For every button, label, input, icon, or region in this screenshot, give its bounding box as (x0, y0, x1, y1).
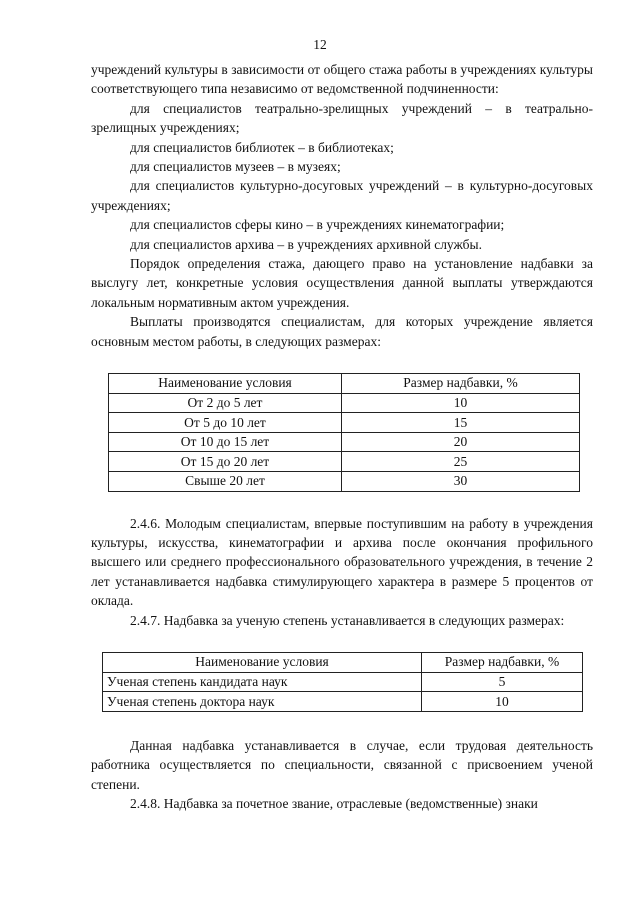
paragraph: учреждений культуры в зависимости от общего стажа работы в учреждениях культуры соответствующего типа независимо от ведомственной подчиненности: (91, 62, 593, 97)
table-row (109, 452, 580, 472)
paragraph: для специалистов сферы кино – в учреждениях кинематографии; (130, 217, 505, 233)
paragraph: Порядок определения стажа, дающего право на установление надбавки за выслугу лет, конкретные условия осуществления данной выплаты утверждаются локальным нормативным актом учреждения. (91, 256, 593, 310)
table-row (109, 393, 580, 413)
bonus-cell: 15 (342, 413, 580, 433)
table-row (109, 432, 580, 452)
condition-cell: От 15 до 20 лет (109, 452, 342, 472)
paragraph: 2.4.8. Надбавка за почетное звание, отраслевые (ведомственные) знаки (130, 796, 538, 812)
paragraph: Выплаты производятся специалистам, для которых учреждение является основным местом работы, в следующих размерах: (91, 314, 593, 349)
condition-cell: От 2 до 5 лет (109, 393, 342, 413)
bonus-cell: 25 (342, 452, 580, 472)
bonus-cell: 10 (422, 692, 583, 712)
page-number: 12 (313, 37, 327, 52)
table-header-bonus: Размер надбавки, % (422, 653, 583, 673)
condition-cell: Ученая степень кандидата наук (103, 672, 422, 692)
table-row (103, 692, 583, 712)
condition-cell: От 10 до 15 лет (109, 432, 342, 452)
bonus-cell: 5 (422, 672, 583, 692)
seniority-bonus-table (108, 373, 580, 492)
table-row (103, 672, 583, 692)
condition-cell: От 5 до 10 лет (109, 413, 342, 433)
document-body (91, 60, 593, 814)
table-header-bonus: Размер надбавки, % (342, 374, 580, 394)
bonus-cell: 30 (342, 472, 580, 492)
paragraph: Данная надбавка устанавливается в случае, если трудовая деятельность работника осуществляется по специальности, связанной с присвоением ученой степени. (91, 737, 593, 792)
table-row (109, 413, 580, 433)
paragraph: для специалистов библиотек – в библиотеках; (130, 139, 394, 155)
paragraph: для специалистов архива – в учреждениях архивной службы. (130, 236, 482, 252)
section-middle (91, 514, 593, 630)
table-header-condition: Наименование условия (109, 374, 342, 394)
bonus-cell: 20 (342, 432, 580, 452)
paragraph: для специалистов музеев – в музеях; (130, 159, 341, 175)
table-header-condition: Наименование условия (103, 653, 422, 673)
degree-bonus-table (102, 652, 583, 712)
bonus-cell: 10 (342, 393, 580, 413)
table-row (109, 472, 580, 492)
condition-cell: Свыше 20 лет (109, 472, 342, 492)
table-header-row (103, 653, 583, 673)
condition-cell: Ученая степень доктора наук (103, 692, 422, 712)
paragraph: для специалистов культурно-досуговых учреждений – в культурно-досуговых учреждениях; (91, 178, 593, 213)
paragraph: 2.4.6. Молодым специалистам, впервые поступившим на работу в учреждения культуры, искусства, кинематографии и архива после окончания профильного высшего или среднего профессионального образовательного учреждения, в течение 2 лет устанавливается надбавка стимулирующего характера в размере 5 процентов от оклада. (91, 515, 593, 609)
table-header-row (109, 374, 580, 394)
paragraph: 2.4.7. Надбавка за ученую степень устанавливается в следующих размерах: (130, 612, 565, 628)
section-top (91, 60, 593, 351)
section-bottom (91, 736, 593, 814)
paragraph: для специалистов театрально-зрелищных учреждений – в театрально-зрелищных учреждениях; (91, 100, 593, 136)
